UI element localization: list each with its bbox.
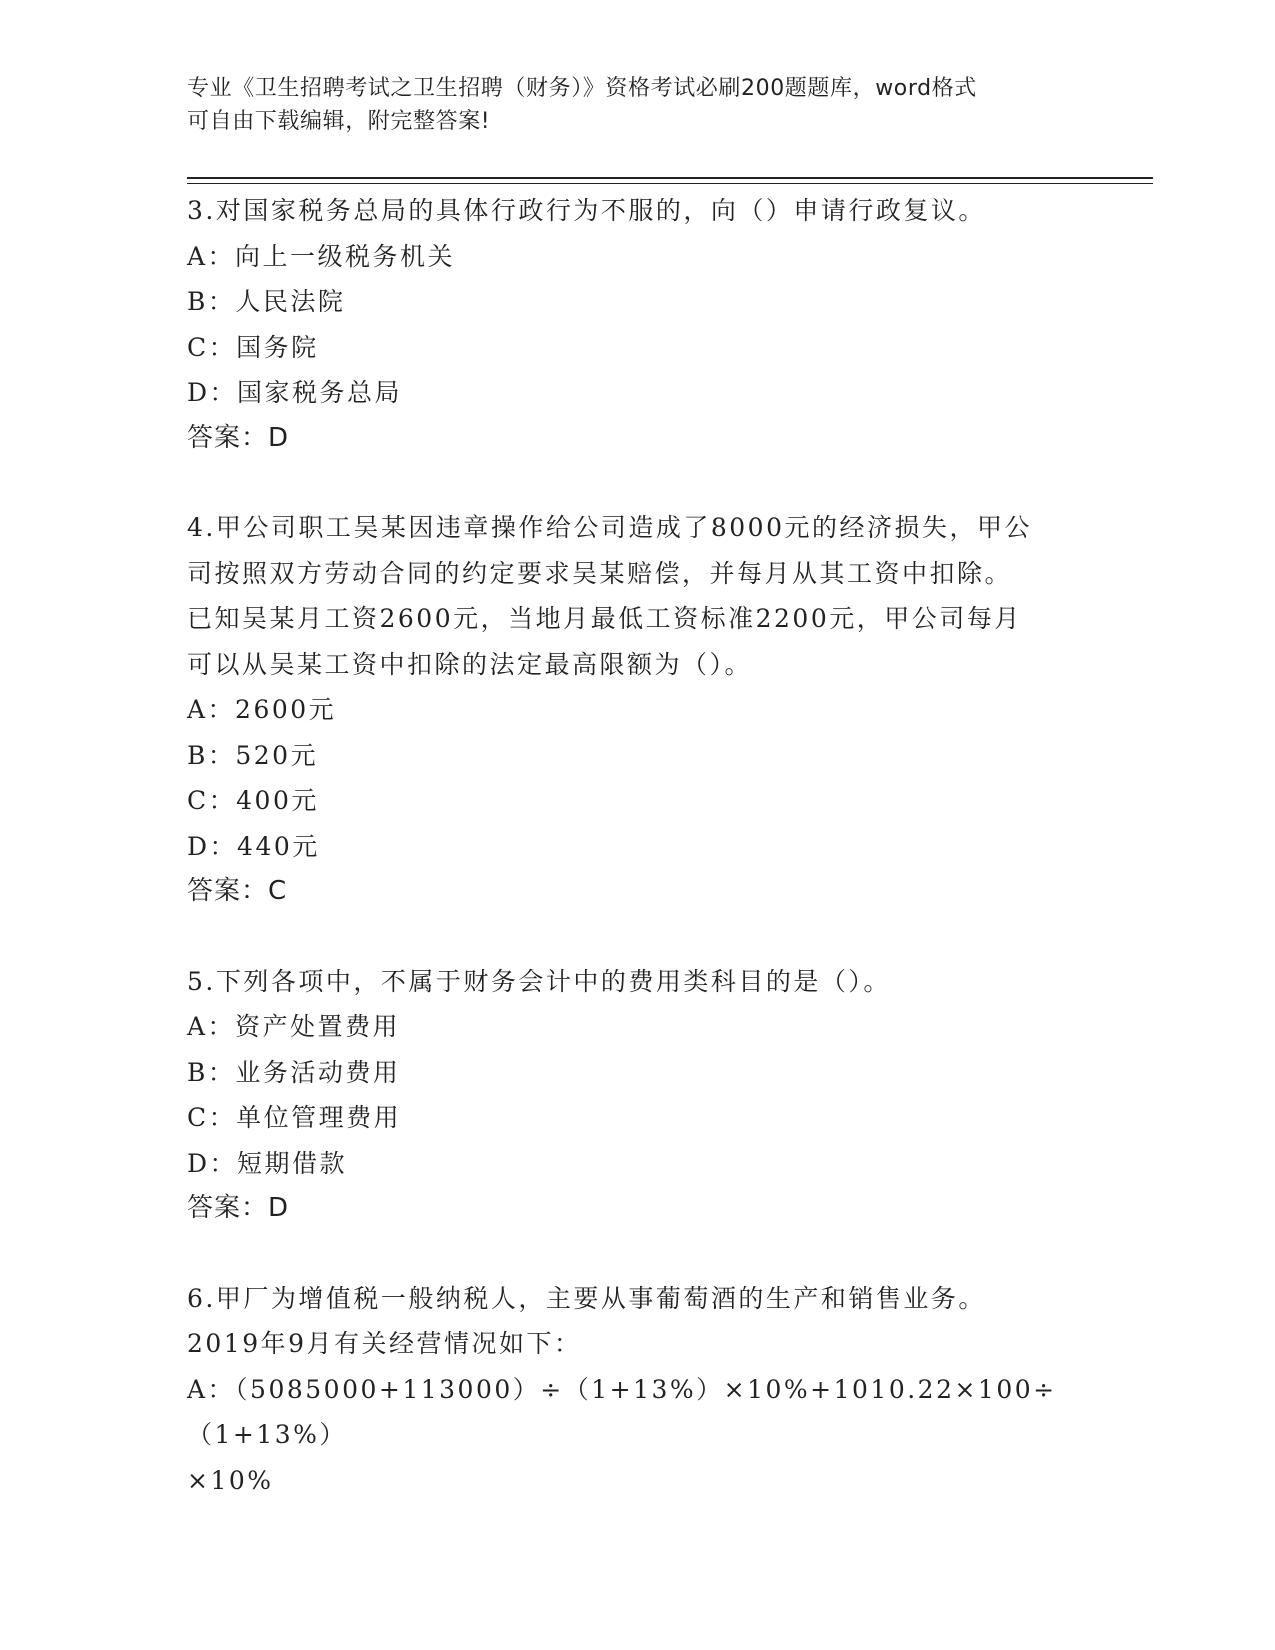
question-list <box>187 188 1087 1503</box>
option-d: D：440元 <box>187 831 320 861</box>
question-stem-line: 司按照双方劳动合同的约定要求吴某赔偿，并每月从其工资中扣除。 <box>187 558 1013 588</box>
option-b: B：业务活动费用 <box>187 1057 401 1087</box>
header-divider-thin <box>187 183 1153 184</box>
question-4 <box>187 505 1087 915</box>
question-3 <box>187 188 1087 461</box>
question-stem-line: 2019年9月有关经营情况如下： <box>187 1329 582 1358</box>
question-stem-line: 已知吴某月工资2600元，当地月最低工资标准2200元，甲公司每月 <box>187 604 1022 633</box>
question-stem: 5.下列各项中，不属于财务会计中的费用类科目的是（）。 <box>187 966 891 996</box>
header-line-2: 可自由下载编辑，附完整答案! <box>187 109 491 134</box>
answer: 答案：C <box>187 876 288 906</box>
answer: 答案：D <box>187 1193 290 1223</box>
option-c: C：单位管理费用 <box>187 1103 402 1132</box>
option-a: A：向上一级税务机关 <box>187 241 456 271</box>
option-c: C：400元 <box>187 786 319 815</box>
question-stem-line: 可以从吴某工资中扣除的法定最高限额为（）。 <box>187 649 753 679</box>
question-stem-line: 4.甲公司职工吴某因违章操作给公司造成了8000元的经济损失，甲公 <box>187 513 1032 542</box>
document-header <box>187 72 1067 138</box>
option-a: A：（5085000+113000）÷（1+13%）×10%+1010.22×100÷（1+13%） <box>187 1374 1057 1449</box>
option-d: D：国家税务总局 <box>187 378 403 407</box>
option-b: B：520元 <box>187 740 319 770</box>
option-d: D：短期借款 <box>187 1148 348 1178</box>
header-line-1: 专业《卫生招聘考试之卫生招聘（财务）》资格考试必刷200题题库，word格式 <box>187 76 977 101</box>
question-6 <box>187 1276 1087 1504</box>
option-c: C：国务院 <box>187 332 319 362</box>
question-5 <box>187 959 1087 1232</box>
option-b: B：人民法院 <box>187 287 346 316</box>
question-stem: 3.对国家税务总局的具体行政行为不服的，向（）申请行政复议。 <box>187 196 986 225</box>
question-stem-line: 6.甲厂为增值税一般纳税人，主要从事葡萄酒的生产和销售业务。 <box>187 1283 986 1313</box>
option-a: A：2600元 <box>187 695 337 724</box>
answer: 答案：D <box>187 422 290 453</box>
option-a: A：资产处置费用 <box>187 1012 401 1041</box>
option-a-continued: ×10% <box>187 1465 274 1495</box>
header-divider-thick <box>187 177 1153 179</box>
